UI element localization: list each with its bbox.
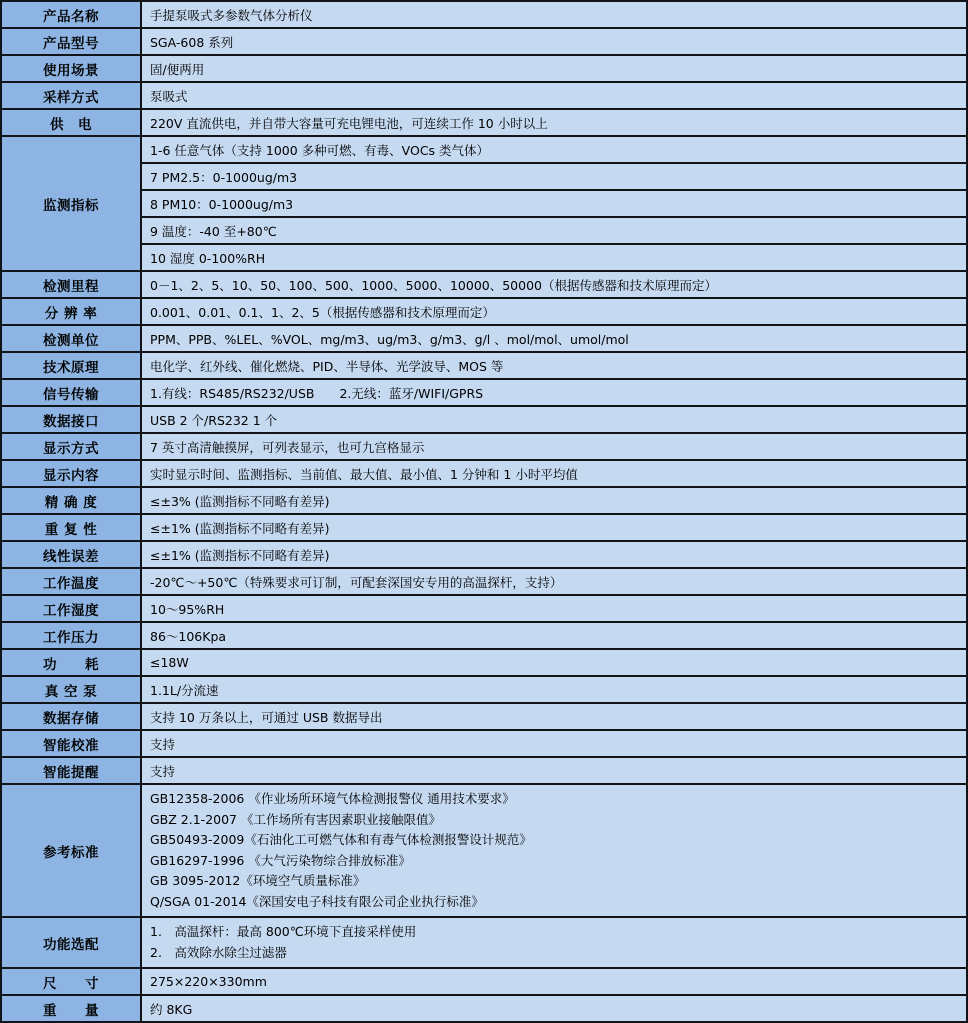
spec-row-working-humidity (1, 595, 967, 622)
spec-label: 线性误差 (1, 541, 141, 568)
spec-value: USB 2 个/RS232 1 个 (141, 406, 967, 433)
spec-value: SGA-608 系列 (141, 28, 967, 55)
spec-label: 分 辨 率 (1, 298, 141, 325)
spec-row-data-storage (1, 703, 967, 730)
spec-label: 工作温度 (1, 568, 141, 595)
spec-value: 0－1、2、5、10、50、100、500、1000、5000、10000、50000（根据传感器和技术原理而定） (141, 271, 967, 298)
spec-label: 功能选配 (1, 917, 141, 968)
spec-value: ≤±3% (监测指标不同略有差异) (141, 487, 967, 514)
spec-row-monitor-item-5 (1, 244, 967, 271)
spec-value: 7 英寸高清触摸屏，可列表显示，也可九宫格显示 (141, 433, 967, 460)
spec-label: 技术原理 (1, 352, 141, 379)
spec-row-product-model (1, 28, 967, 55)
spec-row-reference-standards (1, 784, 967, 917)
spec-label: 参考标准 (1, 784, 141, 917)
spec-value: 支持 (141, 757, 967, 784)
optional-feature-line: 1. 高温探杆：最高 800℃环境下直接采样使用 (150, 924, 417, 939)
spec-value: -20℃～+50℃（特殊要求可订制，可配套深国安专用的高温探杆，支持） (141, 568, 967, 595)
spec-value-reference-standards (141, 784, 967, 917)
reference-standard-line: Q/SGA 01-2014《深国安电子科技有限公司企业执行标准》 (150, 893, 484, 909)
spec-label: 真 空 泵 (1, 676, 141, 703)
spec-row-vacuum-pump (1, 676, 967, 703)
spec-value: PPM、PPB、%LEL、%VOL、mg/m3、ug/m3、g/m3、g/l 、mol/mol、umol/mol (141, 325, 967, 352)
spec-label: 信号传输 (1, 379, 141, 406)
spec-label: 功 耗 (1, 649, 141, 676)
spec-value: 支持 10 万条以上，可通过 USB 数据导出 (141, 703, 967, 730)
spec-value: 86～106Kpa (141, 622, 967, 649)
spec-row-weight (1, 995, 967, 1022)
spec-label: 供 电 (1, 109, 141, 136)
spec-row-signal-transmission (1, 379, 967, 406)
spec-label: 重 复 性 (1, 514, 141, 541)
reference-standard-line: GB50493-2009《石油化工可燃气体和有毒气体检测报警设计规范》 (150, 832, 532, 847)
spec-value: 0.001、0.01、0.1、1、2、5（根据传感器和技术原理而定） (141, 298, 967, 325)
spec-value: 实时显示时间、监测指标、当前值、最大值、最小值、1 分钟和 1 小时平均值 (141, 460, 967, 487)
spec-value: 约 8KG (141, 995, 967, 1022)
spec-row-smart-calibration (1, 730, 967, 757)
spec-value: ≤18W (141, 649, 967, 676)
spec-value: ≤±1% (监测指标不同略有差异) (141, 514, 967, 541)
spec-row-monitor-item-4 (1, 217, 967, 244)
spec-row-smart-reminder (1, 757, 967, 784)
spec-row-detection-range (1, 271, 967, 298)
spec-label: 使用场景 (1, 55, 141, 82)
spec-row-display-content (1, 460, 967, 487)
spec-row-detection-units (1, 325, 967, 352)
spec-value: 1-6 任意气体（支持 1000 多种可燃、有毒、VOCs 类气体） (141, 136, 967, 163)
spec-label: 检测单位 (1, 325, 141, 352)
spec-label-monitor-items: 监测指标 (1, 136, 141, 271)
spec-label: 产品名称 (1, 1, 141, 28)
spec-label: 产品型号 (1, 28, 141, 55)
spec-label: 重 量 (1, 995, 141, 1022)
spec-row-linearity-error (1, 541, 967, 568)
reference-standard-line: GB12358-2006 《作业场所环境气体检测报警仪 通用技术要求》 (150, 791, 515, 806)
spec-value: 1.有线：RS485/RS232/USB 2.无线：蓝牙/WIFI/GPRS (141, 379, 967, 406)
spec-value: 固/便两用 (141, 55, 967, 82)
spec-value: 9 温度：-40 至+80℃ (141, 217, 967, 244)
spec-label: 数据接口 (1, 406, 141, 433)
spec-value: 10～95%RH (141, 595, 967, 622)
spec-row-display-mode (1, 433, 967, 460)
spec-label: 工作压力 (1, 622, 141, 649)
spec-label: 智能校准 (1, 730, 141, 757)
spec-row-power-consumption (1, 649, 967, 676)
spec-value: 220V 直流供电，并自带大容量可充电锂电池，可连续工作 10 小时以上 (141, 109, 967, 136)
reference-standard-line: GB16297-1996 《大气污染物综合排放标准》 (150, 852, 411, 868)
spec-row-technical-principle (1, 352, 967, 379)
spec-row-product-name (1, 1, 967, 28)
spec-row-monitor-item-3 (1, 190, 967, 217)
spec-value: 手提泵吸式多参数气体分析仪 (141, 1, 967, 28)
spec-label: 尺 寸 (1, 968, 141, 995)
spec-label: 精 确 度 (1, 487, 141, 514)
spec-label: 显示方式 (1, 433, 141, 460)
spec-value: 10 湿度 0-100%RH (141, 244, 967, 271)
spec-row-data-interface (1, 406, 967, 433)
optional-feature-line: 2. 高效除水除尘过滤器 (150, 944, 287, 960)
spec-value-optional-features (141, 917, 967, 968)
spec-row-resolution (1, 298, 967, 325)
spec-value: 1.1L/分流速 (141, 676, 967, 703)
spec-value: 电化学、红外线、催化燃烧、PID、半导体、光学波导、MOS 等 (141, 352, 967, 379)
spec-row-optional-features (1, 917, 967, 968)
reference-standard-line: GBZ 2.1-2007 《工作场所有害因素职业接触限值》 (150, 811, 441, 827)
spec-label: 显示内容 (1, 460, 141, 487)
spec-row-working-temperature (1, 568, 967, 595)
spec-label: 工作湿度 (1, 595, 141, 622)
spec-row-usage-scene (1, 55, 967, 82)
spec-row-accuracy (1, 487, 967, 514)
spec-value: 7 PM2.5：0-1000ug/m3 (141, 163, 967, 190)
spec-label: 检测里程 (1, 271, 141, 298)
spec-row-working-pressure (1, 622, 967, 649)
spec-row-repeatability (1, 514, 967, 541)
spec-row-sampling-method (1, 82, 967, 109)
spec-row-power-supply (1, 109, 967, 136)
spec-label: 数据存储 (1, 703, 141, 730)
spec-value: 支持 (141, 730, 967, 757)
spec-label: 智能提醒 (1, 757, 141, 784)
spec-row-monitor-item-2 (1, 163, 967, 190)
spec-row-dimensions (1, 968, 967, 995)
spec-value: 8 PM10：0-1000ug/m3 (141, 190, 967, 217)
spec-row-monitor-item-1 (1, 136, 967, 163)
reference-standard-line: GB 3095-2012《环境空气质量标准》 (150, 873, 366, 888)
spec-value: 泵吸式 (141, 82, 967, 109)
spec-value: ≤±1% (监测指标不同略有差异) (141, 541, 967, 568)
spec-label: 采样方式 (1, 82, 141, 109)
spec-value: 275×220×330mm (141, 968, 967, 995)
